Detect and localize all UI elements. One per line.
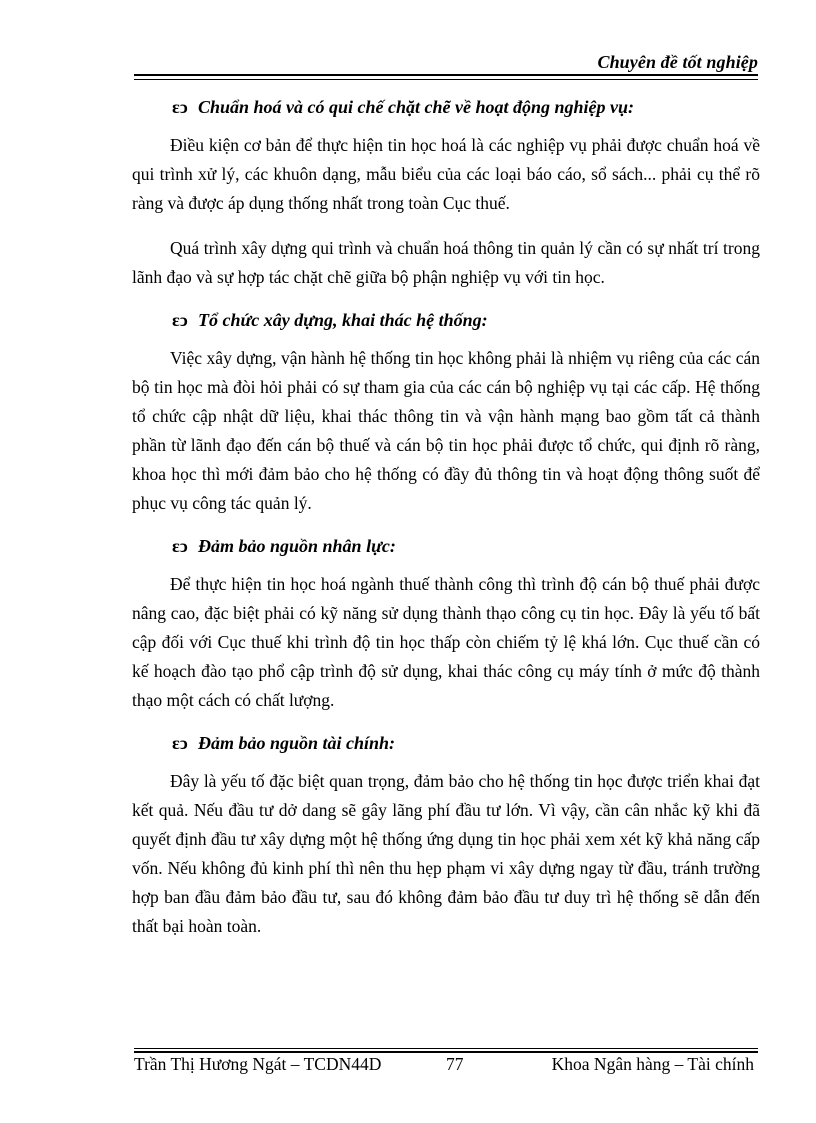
section-heading bbox=[132, 95, 760, 119]
bullet-icon: ɛↄ bbox=[172, 733, 188, 753]
footer-department: Khoa Ngân hàng – Tài chính bbox=[551, 1054, 754, 1074]
page-number: 77 bbox=[446, 1054, 464, 1074]
bullet-icon: ɛↄ bbox=[172, 536, 188, 556]
section bbox=[132, 95, 760, 292]
section-heading-text: Tổ chức xây dựng, khai thác hệ thống: bbox=[198, 310, 488, 330]
section-heading-text: Đảm bảo nguồn nhân lực: bbox=[198, 536, 396, 556]
footer-rule bbox=[134, 1048, 758, 1053]
section-heading-text: Chuẩn hoá và có qui chế chặt chẽ về hoạt động nghiệp vụ: bbox=[198, 97, 635, 117]
page-content bbox=[132, 95, 760, 957]
section bbox=[132, 534, 760, 715]
paragraph: Điều kiện cơ bản để thực hiện tin học hoá là các nghiệp vụ phải được chuẩn hoá về qui trình xử lý, các khuôn dạng, mẫu biểu của các loại báo cáo, sổ sách... phải cụ thể rõ ràng và được áp dụng thống nhất trong toàn Cục thuế. bbox=[132, 135, 760, 213]
header-title: Chuyên đề tốt nghiệp bbox=[597, 52, 758, 72]
section-heading-text: Đảm bảo nguồn tài chính: bbox=[198, 733, 396, 753]
section-heading bbox=[132, 731, 760, 755]
section-heading bbox=[132, 308, 760, 332]
footer-author: Trần Thị Hương Ngát – TCDN44D bbox=[134, 1054, 382, 1074]
paragraph: Quá trình xây dựng qui trình và chuẩn hoá thông tin quản lý cần có sự nhất trí trong lãnh đạo và sự hợp tác chặt chẽ giữa bộ phận nghiệp vụ với tin học. bbox=[132, 238, 760, 287]
paragraph: Để thực hiện tin học hoá ngành thuế thành công thì trình độ cán bộ thuế phải được nâng cao, đặc biệt phải có kỹ năng sử dụng thành thạo công cụ tin học. Đây là yếu tố bất cập đối với Cục thuế khi trình độ tin học thấp còn chiếm tỷ lệ khá lớn. Cục thuế cần có kế hoạch đào tạo phổ cập trình độ sử dụng, khai thác công cụ máy tính ở mức độ thành thạo một cách có chất lượng. bbox=[132, 574, 760, 710]
paragraph: Đây là yếu tố đặc biệt quan trọng, đảm bảo cho hệ thống tin học được triển khai đạt kết quả. Nếu đầu tư dở dang sẽ gây lãng phí đầu tư lớn. Vì vậy, cần cân nhắc kỹ khi đã quyết định đầu tư xây dựng một hệ thống ứng dụng tin học phải xem xét kỹ khả năng cấp vốn. Nếu không đủ kinh phí thì nên thu hẹp phạm vi xây dựng ngay từ đầu, tránh trường hợp ban đầu đảm bảo đầu tư, sau đó không đảm bảo đầu tư duy trì hệ thống sẽ dẫn đến thất bại hoàn toàn. bbox=[132, 771, 760, 936]
bullet-icon: ɛↄ bbox=[172, 97, 188, 117]
section-heading bbox=[132, 534, 760, 558]
paragraph: Việc xây dựng, vận hành hệ thống tin học không phải là nhiệm vụ riêng của các cán bộ tin học mà đòi hỏi phải có sự tham gia của các cán bộ nghiệp vụ tại các cấp. Hệ thống tổ chức cập nhật dữ liệu, khai thác thông tin và vận hành mạng bao gồm tất cả thành phần từ lãnh đạo đến cán bộ thuế và cán bộ tin học phải được tổ chức, qui định rõ ràng, khoa học thì mới đảm bảo cho hệ thống có đầy đủ thông tin và hoạt động thông suốt để phục vụ công tác quản lý. bbox=[132, 348, 760, 513]
bullet-icon: ɛↄ bbox=[172, 310, 188, 330]
section bbox=[132, 731, 760, 941]
header-rule bbox=[134, 74, 758, 80]
section bbox=[132, 308, 760, 518]
